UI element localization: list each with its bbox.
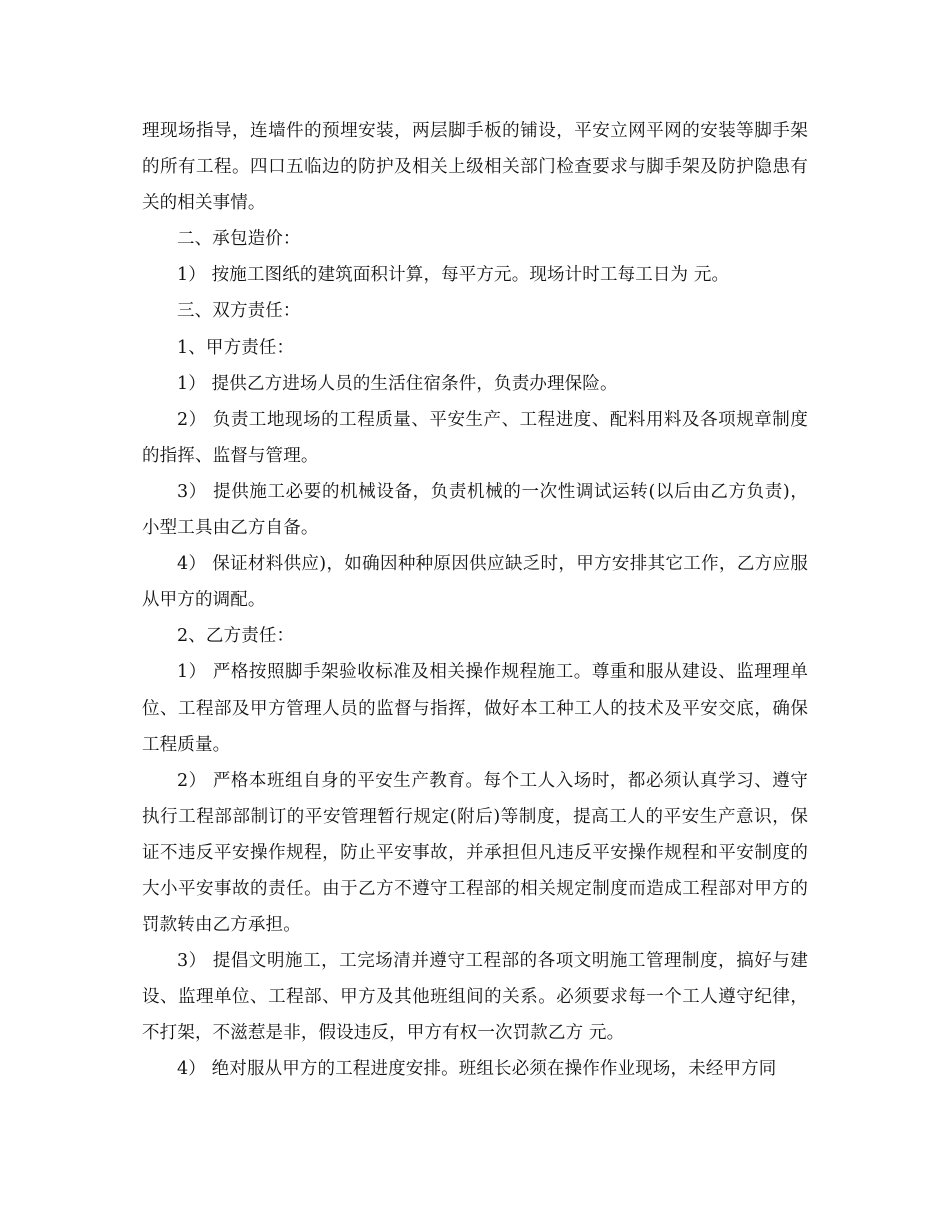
section-heading: 三、双方责任： [177, 301, 301, 322]
subsection-heading: 1、甲方责任： [177, 337, 295, 358]
paragraph: 理现场指导，连墙件的预埋安装，两层脚手板的铺设，平安立网平网的安装等脚手架的所有工程。四口五临边的防护及相关上级相关部门检查要求与脚手架及防护隐患有关的相关事情。 [142, 121, 808, 214]
paragraph: 4） 绝对服从甲方的工程进度安排。班组长必须在操作作业现场，未经甲方同 [177, 1059, 777, 1080]
paragraph: 2） 负责工地现场的工程质量、平安生产、工程进度、配料用料及各项规章制度的指挥、监督与管理。 [142, 409, 808, 466]
paragraph: 1） 按施工图纸的建筑面积计算，每平方元。现场计时工每工日为 元。 [177, 265, 730, 286]
paragraph: 2） 严格本班组自身的平安生产教育。每个工人入场时，都必须认真学习、遵守执行工程部部制订的平安管理暂行规定(附后)等制度，提高工人的平安生产意识，保证不违反平安操作规程，防止平安事故，并承担但凡违反平安操作规程和平安制度的大小平安事故的责任。由于乙方不遵守工程部的相关规定制度而造成工程部对甲方的罚款转由乙方承担。 [142, 770, 808, 936]
paragraph: 1） 提供乙方进场人员的生活住宿条件，负责办理保险。 [177, 373, 618, 394]
paragraph: 4） 保证材料供应)，如确因种种原因供应缺乏时，甲方安排其它工作，乙方应服从甲方的调配。 [142, 554, 808, 611]
document-body [142, 113, 808, 1088]
paragraph: 1） 严格按照脚手架验收标准及相关操作规程施工。尊重和服从建设、监理理单位、工程部及甲方管理人员的监督与指挥，做好本工种工人的技术及平安交底，确保工程质量。 [142, 662, 808, 755]
paragraph: 3） 提倡文明施工，工完场清并遵守工程部的各项文明施工管理制度，搞好与建设、监理单位、工程部、甲方及其他班组间的关系。必须要求每一个工人遵守纪律，不打架，不滋惹是非，假设违反，甲方有权一次罚款乙方 元。 [142, 951, 808, 1044]
section-heading: 二、承包造价： [177, 229, 301, 250]
subsection-heading: 2、乙方责任： [177, 626, 295, 647]
paragraph: 3） 提供施工必要的机械设备，负责机械的一次性调试运转(以后由乙方负责)，小型工具由乙方自备。 [142, 481, 808, 539]
